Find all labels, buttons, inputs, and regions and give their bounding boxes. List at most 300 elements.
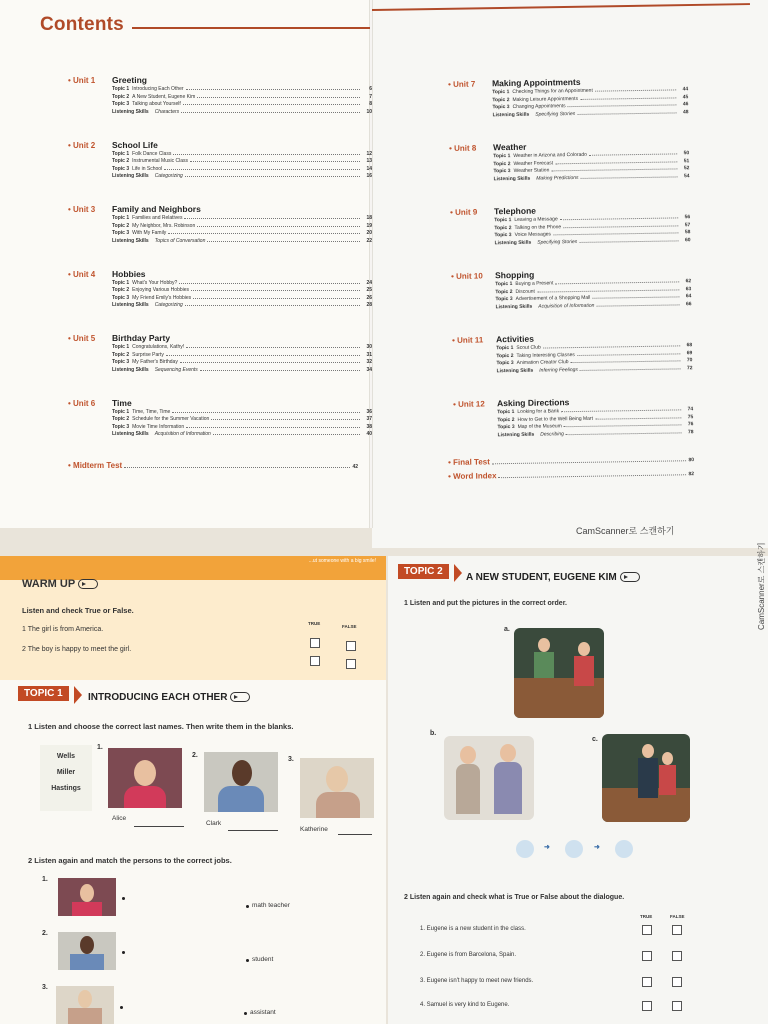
- toc-page-number: 45: [682, 93, 689, 100]
- warmup-heading: [22, 578, 98, 590]
- first-name: Katherine: [300, 826, 328, 833]
- toc-row-title: Taking Interesting Classes: [516, 351, 575, 359]
- topic1-heading: [88, 692, 250, 703]
- toc-row-type: Topic 1: [112, 150, 130, 157]
- leader-dots: [537, 286, 679, 292]
- leader-dots: [185, 302, 360, 306]
- toc-page-number: 8: [369, 101, 372, 107]
- unit-title: Shopping: [494, 269, 535, 281]
- false-checkbox[interactable]: [346, 659, 356, 669]
- final-test-label: • Final Test: [448, 457, 490, 467]
- picture-label: b.: [430, 730, 437, 737]
- midterm-label: • Midterm Test: [68, 461, 123, 470]
- first-name: Alice: [112, 815, 127, 822]
- order-slot[interactable]: [516, 840, 534, 858]
- true-checkbox[interactable]: [310, 638, 320, 648]
- toc-row-title: Instrumental Music Class: [132, 158, 188, 164]
- toc-row[interactable]: [112, 344, 372, 350]
- toc-row-title: Leaving a Message: [514, 216, 558, 223]
- toc-row-type: Topic 1: [112, 344, 130, 350]
- match-dot[interactable]: [246, 959, 249, 962]
- false-checkbox[interactable]: [672, 977, 682, 987]
- match-dot[interactable]: [244, 1012, 247, 1015]
- toc-row[interactable]: [112, 223, 372, 229]
- toc-page-number: 68: [686, 342, 693, 349]
- toc-row-type: Topic 2: [112, 416, 130, 422]
- false-header: FALSE: [342, 624, 357, 629]
- toc-row[interactable]: [112, 158, 372, 164]
- toc-page-number: 74: [687, 406, 694, 413]
- toc-row-type: Topic 2: [497, 416, 515, 423]
- leader-dots: [555, 158, 677, 164]
- toc-row-title: Weather in Arizona and Colorado: [513, 151, 587, 159]
- toc-row-type: Listening Skills: [494, 239, 532, 246]
- toc-row-title: Surprise Party: [132, 351, 164, 358]
- unit-label: • Unit 5: [68, 334, 96, 343]
- topic2-title: A NEW STUDENT, EUGENE KIM: [466, 572, 617, 583]
- toc-row-title: Families and Relatives: [132, 215, 183, 221]
- statement: 2. Eugene is from Barcelona, Spain.: [420, 952, 517, 958]
- contents-page-left: [0, 0, 372, 528]
- unit-label: • Unit 9: [450, 207, 478, 217]
- toc-row-type: Topic 1: [493, 153, 511, 160]
- true-checkbox[interactable]: [642, 925, 652, 935]
- face: [578, 642, 590, 656]
- leader-dots: [168, 230, 360, 234]
- shirt: [70, 954, 104, 970]
- toc-page-number: 37: [366, 416, 372, 422]
- match-photo-1: [58, 878, 116, 916]
- topic2-tag: TOPIC 2: [398, 564, 449, 579]
- shirt: [316, 792, 360, 818]
- toc-page-number: 24: [366, 279, 372, 286]
- toc-row-type: Topic 2: [112, 93, 130, 100]
- tag-arrow: [454, 564, 462, 582]
- order-slot[interactable]: [565, 840, 583, 858]
- true-header: TRUE: [640, 914, 653, 919]
- toc-row-type: Topic 2: [112, 222, 130, 229]
- toc-row-title: Categorizing: [154, 173, 183, 179]
- toc-row-title: Categorizing: [154, 302, 183, 308]
- name-option: Miller: [56, 769, 76, 776]
- person: [456, 764, 480, 814]
- toc-row[interactable]: [112, 416, 372, 422]
- toc-page-number: 54: [683, 172, 690, 179]
- toc-row-type: Topic 3: [112, 101, 130, 107]
- toc-row-title: Folk Dance Class: [132, 150, 172, 157]
- leader-dots: [568, 101, 677, 107]
- toc-row[interactable]: [112, 173, 372, 179]
- toc-row-type: Topic 2: [112, 158, 130, 164]
- toc-row[interactable]: [112, 409, 372, 415]
- unit-title: Making Appointments: [491, 76, 581, 89]
- toc-row[interactable]: [112, 238, 372, 244]
- toc-page-number: 38: [366, 423, 372, 430]
- face: [662, 752, 673, 765]
- person: [659, 765, 676, 795]
- leader-dots: [185, 173, 360, 177]
- photo-number: 1.: [97, 744, 103, 751]
- match-dot[interactable]: [246, 905, 249, 908]
- unit-title: Family and Neighbors: [112, 204, 201, 214]
- toc-row-type: Topic 1: [112, 215, 130, 221]
- toc-page-number: 57: [684, 221, 691, 228]
- toc-row-title: Congratulations, Kathy!: [132, 344, 185, 350]
- match-photo-2: [58, 932, 116, 970]
- true-checkbox[interactable]: [642, 1001, 652, 1011]
- job-option: math teacher: [252, 902, 290, 909]
- toc-row[interactable]: [112, 295, 372, 301]
- leader-dots: [580, 365, 681, 371]
- leader-dots: [179, 280, 360, 284]
- toc-row-type: Topic 2: [112, 351, 130, 358]
- toc-page-number: 70: [686, 357, 693, 364]
- leader-dots: [186, 424, 360, 428]
- toc-page-number: 75: [687, 413, 694, 420]
- leader-dots: [211, 416, 360, 420]
- toc-row-title: Map of the Museum: [517, 423, 562, 430]
- toc-page-number: 72: [686, 364, 693, 371]
- unit-title: Birthday Party: [112, 333, 171, 343]
- toc-page-number: 34: [366, 366, 372, 373]
- toc-page-number: 50: [683, 150, 690, 157]
- face: [538, 638, 550, 652]
- toc-row-type: Topic 1: [494, 217, 512, 224]
- toc-row-title: Describing: [540, 430, 564, 438]
- leader-dots: [207, 238, 360, 242]
- toc-page-number: 10: [366, 108, 372, 115]
- face: [80, 884, 94, 902]
- toc-page-number: 7: [369, 93, 372, 100]
- banner-text: ...ut someone with a big smile!: [308, 558, 376, 564]
- toc-page-number: 12: [366, 150, 372, 157]
- leader-dots: [173, 151, 360, 155]
- answer-blank[interactable]: [228, 830, 278, 831]
- toc-row-type: Listening Skills: [495, 303, 533, 310]
- unit-title: Activities: [495, 333, 534, 345]
- shirt: [68, 1008, 102, 1024]
- toc-row[interactable]: [112, 101, 372, 107]
- toc-row-type: Topic 3: [112, 165, 130, 172]
- match-dot[interactable]: [122, 951, 125, 954]
- face: [80, 936, 94, 954]
- toc-page-number: 58: [684, 229, 691, 236]
- leader-dots: [577, 109, 676, 115]
- toc-page-number: 18: [366, 215, 372, 221]
- toc-page-number: 36: [366, 408, 372, 415]
- false-checkbox[interactable]: [672, 925, 682, 935]
- toc-row-title: Checking Things for an Appointment: [512, 87, 593, 95]
- toc-row-title: My Father's Birthday: [132, 359, 178, 365]
- toc-row-title: Introducing Each Other: [132, 86, 184, 92]
- face: [78, 990, 92, 1008]
- toc-row[interactable]: [112, 302, 372, 308]
- leader-dots: [560, 214, 679, 220]
- audio-icon[interactable]: [620, 572, 640, 582]
- photo-katherine: [300, 758, 374, 818]
- toc-page-number: 13: [366, 158, 372, 164]
- toc-row-type: Topic 3: [112, 359, 130, 365]
- orange-banner: [0, 556, 386, 580]
- leader-dots: [595, 414, 681, 419]
- toc-row-title: Acquisition of Information: [154, 431, 211, 437]
- toc-row-type: Topic 3: [112, 294, 130, 301]
- true-checkbox[interactable]: [642, 951, 652, 961]
- toc-row[interactable]: [112, 109, 372, 115]
- warmup-instruction: Listen and check True or False.: [22, 606, 134, 615]
- toc-page-number: 76: [687, 421, 694, 428]
- true-header: TRUE: [308, 621, 321, 626]
- toc-row-title: Advertisement of a Shopping Mall: [515, 294, 591, 302]
- toc-page-number: 62: [685, 278, 692, 285]
- toc-row-title: Inferring Feelings: [539, 366, 578, 374]
- title-rule: [132, 27, 370, 29]
- toc-row-type: Topic 1: [112, 408, 130, 415]
- toc-page-number: 31: [366, 351, 372, 358]
- leader-dots: [197, 223, 360, 227]
- match-photo-3: [56, 986, 114, 1024]
- toc-row-type: Topic 2: [494, 224, 512, 231]
- camscanner-watermark: CamScanner로 스캔하기: [576, 526, 675, 536]
- toc-row-title: Acquisition of Information: [538, 302, 595, 310]
- leader-dots: [186, 86, 360, 90]
- toc-row-type: Topic 1: [112, 279, 130, 286]
- toc-row-title: With My Family: [132, 230, 167, 236]
- toc-row-type: Topic 2: [112, 287, 130, 293]
- toc-row-type: Topic 2: [493, 160, 511, 167]
- unit-title: Asking Directions: [497, 397, 570, 409]
- answer-blank[interactable]: [338, 834, 372, 835]
- toc-page-number: 44: [682, 86, 689, 93]
- toc-row-title: Topics of Conversation: [154, 237, 206, 244]
- toc-row[interactable]: [112, 424, 372, 430]
- leader-dots: [589, 150, 677, 155]
- final-test-page: 80: [688, 457, 695, 464]
- toc-row-title: Schedule for the Summer Vacation: [132, 416, 210, 422]
- name-option: Hastings: [51, 785, 81, 792]
- match-dot[interactable]: [122, 897, 125, 900]
- toc-row[interactable]: [112, 86, 372, 92]
- leader-dots: [595, 86, 676, 91]
- match-dot[interactable]: [120, 1006, 123, 1009]
- order-slot[interactable]: [615, 840, 633, 858]
- leader-dots: [184, 215, 360, 219]
- toc-page-number: 26: [366, 294, 372, 301]
- toc-row-type: Listening Skills: [112, 302, 149, 308]
- toc-page-number: 69: [686, 349, 693, 356]
- answer-blank[interactable]: [134, 826, 184, 827]
- leader-dots: [191, 287, 360, 291]
- toc-row-type: Topic 2: [492, 96, 510, 103]
- toc-row[interactable]: [112, 215, 372, 221]
- first-name: Clark: [206, 820, 222, 827]
- name-option: Wells: [56, 753, 76, 760]
- toc-page-number: 40: [366, 431, 372, 437]
- toc-page-number: 19: [366, 222, 372, 229]
- toc-row-type: Listening Skills: [492, 111, 530, 118]
- picture-b: [444, 736, 534, 820]
- camscanner-watermark-vertical: CamScanner로 스캔하기: [757, 542, 766, 630]
- toc-page-number: 66: [685, 300, 692, 307]
- topic1-q1: 1 Listen and choose the correct last names. Then write them in the blanks.: [28, 722, 294, 731]
- toc-page-number: 51: [683, 157, 690, 164]
- arrow-right-icon: ➜: [594, 844, 600, 851]
- leader-dots: [124, 461, 350, 468]
- photo-clark: [204, 752, 278, 812]
- toc-row-title: How to Get to the Well Being Mart: [517, 415, 594, 423]
- toc-row[interactable]: [112, 367, 372, 373]
- toc-row-type: Listening Skills: [497, 431, 535, 438]
- unit-label: • Unit 1: [68, 76, 96, 85]
- last-names-box: [40, 745, 92, 811]
- toc-row-title: Buying a Present: [515, 280, 554, 287]
- toc-row[interactable]: [112, 151, 372, 157]
- topic2-q2: 2 Listen again and check what is True or False about the dialogue.: [404, 894, 625, 901]
- toc-page-number: 56: [684, 214, 691, 221]
- toc-page-number: 14: [366, 165, 372, 172]
- toc-row-title: Voice Messages: [514, 231, 552, 238]
- audio-icon[interactable]: [230, 692, 250, 702]
- unit-title: Telephone: [493, 205, 537, 217]
- toc-page-number: 46: [682, 101, 689, 108]
- toc-row-title: Changing Appointments: [512, 103, 566, 110]
- toc-row-type: Topic 3: [494, 232, 512, 239]
- false-checkbox[interactable]: [346, 641, 356, 651]
- toc-page-number: 30: [366, 344, 372, 350]
- leader-dots: [193, 295, 360, 299]
- unit-label: • Unit 8: [449, 143, 477, 153]
- toc-page-number: 63: [685, 285, 692, 292]
- leader-dots: [180, 359, 360, 363]
- unit-title: School Life: [112, 139, 158, 150]
- topic1-tag: TOPIC 1: [18, 686, 69, 701]
- toc-page-number: 25: [366, 287, 372, 293]
- leader-dots: [580, 94, 676, 100]
- toc-page-number: 78: [687, 428, 694, 435]
- leader-dots: [190, 158, 360, 162]
- toc-row-type: Topic 1: [497, 408, 515, 416]
- toc-page-number: 20: [366, 230, 372, 236]
- toc-row-title: Time, Time, Time: [132, 408, 171, 415]
- toc-row-type: Topic 1: [496, 345, 514, 352]
- false-checkbox[interactable]: [672, 1001, 682, 1011]
- toc-row-title: Scout Club: [516, 344, 541, 351]
- toc-page-number: 6: [369, 86, 372, 92]
- match-number: 2.: [42, 930, 48, 937]
- toc-row-title: Talking about Yourself: [132, 101, 181, 107]
- toc-page-number: 52: [683, 165, 690, 172]
- word-index-label: • Word Index: [448, 471, 497, 481]
- match-number: 1.: [42, 876, 48, 883]
- leader-dots: [563, 222, 678, 228]
- toc-row[interactable]: [112, 287, 372, 293]
- toc-row-type: Topic 3: [497, 423, 515, 431]
- false-header: FALSE: [670, 914, 685, 919]
- leader-dots: [577, 350, 681, 356]
- toc-row-title: Animation Creator Club: [516, 359, 569, 366]
- statement: 1. Eugene is a new student in the class.: [420, 926, 526, 932]
- toc-row-type: Listening Skills: [493, 175, 531, 182]
- unit-title: Greeting: [112, 75, 147, 85]
- warmup-item: 2 The boy is happy to meet the girl.: [22, 646, 132, 653]
- toc-row-title: Making Leisure Appointments: [512, 95, 579, 103]
- book-spine: [369, 0, 373, 528]
- false-checkbox[interactable]: [672, 951, 682, 961]
- leader-dots: [551, 165, 677, 171]
- toc-row[interactable]: [112, 352, 372, 358]
- toc-row[interactable]: [112, 94, 372, 100]
- toc-row-title: What's Your Hobby?: [132, 279, 178, 286]
- toc-row-title: Discount: [515, 288, 535, 295]
- toc-row-type: Listening Skills: [112, 431, 149, 437]
- toc-row[interactable]: [112, 280, 372, 286]
- leader-dots: [200, 367, 360, 371]
- statement: 3. Eugene isn't happy to meet new friends.: [420, 978, 534, 984]
- audio-icon[interactable]: [78, 579, 98, 589]
- leader-dots: [183, 101, 360, 105]
- face: [232, 760, 252, 786]
- face: [326, 766, 348, 792]
- toc-row[interactable]: [112, 359, 372, 365]
- toc-row-title: Life in School: [132, 165, 163, 172]
- toc-row-title: Specifying Stories: [537, 238, 578, 246]
- warmup-item: 1 The girl is from America.: [22, 626, 104, 633]
- toc-row-type: Topic 1: [495, 281, 513, 288]
- toc-row[interactable]: [112, 230, 372, 236]
- face: [500, 744, 516, 762]
- person: [574, 656, 594, 686]
- toc-row-type: Topic 1: [112, 86, 130, 92]
- toc-row-type: Topic 3: [496, 360, 514, 367]
- leader-dots: [553, 229, 678, 235]
- arrow-right-icon: ➜: [544, 844, 550, 851]
- toc-page-number: 28: [366, 302, 372, 308]
- leader-dots: [166, 352, 360, 356]
- shirt: [72, 902, 102, 916]
- toc-row-title: Making Predictions: [536, 174, 579, 182]
- leader-dots: [543, 342, 680, 348]
- person: [494, 762, 522, 814]
- picture-label: a.: [504, 626, 510, 633]
- midterm-page: 42: [352, 464, 358, 470]
- person: [638, 758, 658, 798]
- toc-row[interactable]: [112, 431, 372, 437]
- unit-label: • Unit 12: [453, 399, 485, 409]
- unit-title: Hobbies: [112, 268, 146, 279]
- true-checkbox[interactable]: [310, 656, 320, 666]
- picture-a: [514, 628, 604, 718]
- toc-row-title: A New Student, Eugene Kim: [132, 93, 196, 100]
- leader-dots: [571, 357, 681, 363]
- contents-title: Contents: [40, 14, 124, 35]
- unit-label: • Unit 3: [68, 205, 96, 214]
- toc-row-type: Topic 3: [112, 423, 130, 430]
- toc-row-type: Topic 3: [492, 104, 510, 111]
- toc-row-title: Sequencing Events: [154, 366, 198, 373]
- leader-dots: [164, 166, 360, 170]
- leader-dots: [172, 409, 360, 413]
- toc-row[interactable]: [112, 166, 372, 172]
- true-checkbox[interactable]: [642, 977, 652, 987]
- tag-arrow: [74, 686, 82, 704]
- photo-alice: [108, 748, 182, 808]
- leader-dots: [181, 109, 360, 113]
- unit-label: • Unit 11: [452, 335, 484, 345]
- unit-title: Time: [112, 397, 132, 408]
- toc-row-title: My Neighbor, Mrs. Robinson: [132, 222, 196, 229]
- toc-row-type: Topic 3: [495, 296, 513, 303]
- toc-row-type: Topic 2: [495, 288, 513, 295]
